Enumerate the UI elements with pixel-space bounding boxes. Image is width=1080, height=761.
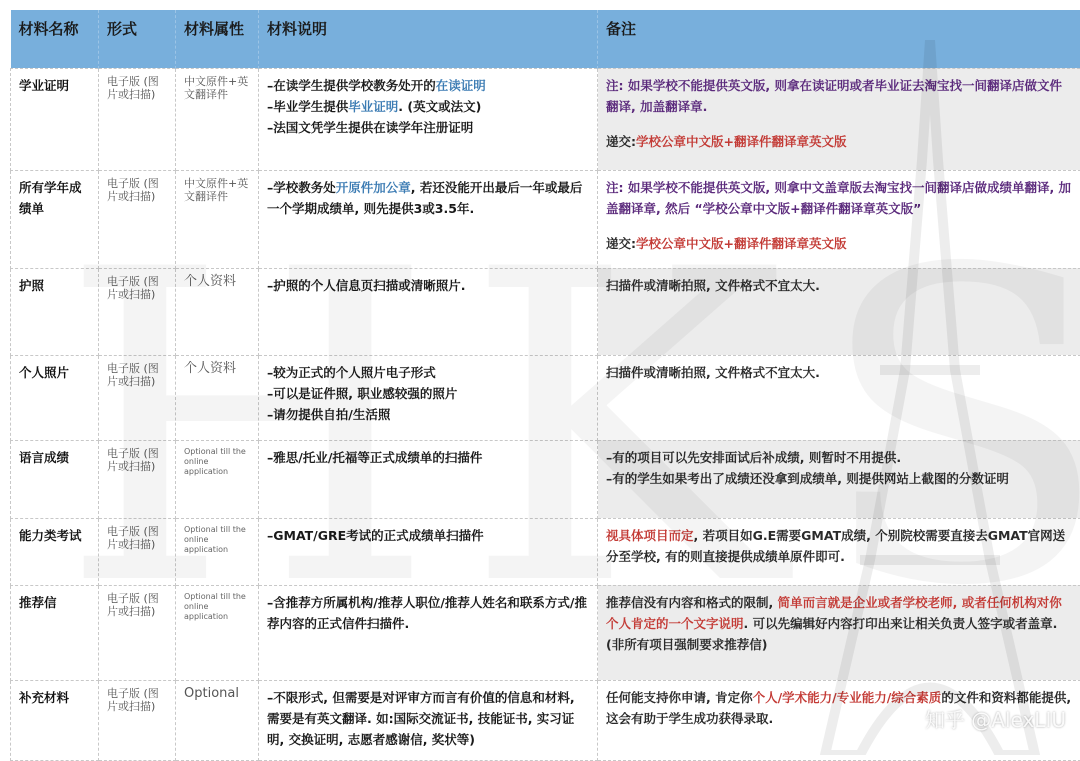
material-note — [598, 440, 1080, 518]
material-name: 个人照片 — [11, 355, 99, 440]
material-attr: Optional — [176, 680, 259, 760]
material-attr: 中文原件+英文翻译件 — [176, 170, 259, 268]
desc-text: –在读学生提供学校教务处开的 — [267, 78, 436, 93]
material-desc — [259, 68, 598, 170]
material-name: 补充材料 — [11, 680, 99, 760]
material-desc: –雅思/托业/托福等正式成绩单的扫描件 — [259, 440, 598, 518]
desc-text: –较为正式的个人照片电子形式 — [267, 362, 589, 383]
material-form: 电子版 (图片或扫描) — [99, 680, 176, 760]
header-name: 材料名称 — [11, 10, 99, 68]
desc-text: . (英文或法文) — [398, 99, 481, 114]
note-text: 注: 如果学校不能提供英文版, 则拿中文盖章版去淘宝找一间翻译店做成绩单翻译, 加盖翻译章, 然后 “学校公章中文版+翻译件翻译章英文版” — [606, 177, 1072, 219]
table-row — [11, 355, 1080, 440]
material-desc: –护照的个人信息页扫描或清晰照片. — [259, 268, 598, 355]
material-form: 电子版 (图片或扫描) — [99, 585, 176, 680]
note-text: 注: 如果学校不能提供英文版, 则拿在读证明或者毕业证去淘宝找一间翻译店做文件翻译, 加盖翻译章. — [606, 75, 1072, 117]
material-attr: Optional till the online application — [176, 585, 259, 680]
material-attr: 个人资料 — [176, 355, 259, 440]
material-name: 推荐信 — [11, 585, 99, 680]
material-attr: Optional till the online application — [176, 440, 259, 518]
note-text: 的文件和资料都能提供, 这会有助于学生成功获得录取. — [606, 690, 1071, 726]
desc-text: –毕业学生提供 — [267, 99, 348, 114]
submit-value: 学校公章中文版+翻译件翻译章英文版 — [636, 236, 846, 251]
desc-text: –请勿提供自拍/生活照 — [267, 404, 589, 425]
header-desc: 材料说明 — [259, 10, 598, 68]
header-attr: 材料属性 — [176, 10, 259, 68]
desc-text: –可以是证件照, 职业感较强的照片 — [267, 383, 589, 404]
material-note: 扫描件或清晰拍照, 文件格式不宜太大. — [598, 355, 1080, 440]
material-note — [598, 68, 1080, 170]
material-note: 扫描件或清晰拍照, 文件格式不宜太大. — [598, 268, 1080, 355]
material-desc: –不限形式, 但需要是对评审方而言有价值的信息和材料, 需要是有英文翻译. 如:国际交流证书, 技能证书, 实习证明, 交换证明, 志愿者感谢信, 奖状等) — [259, 680, 598, 760]
material-desc: –含推荐方所属机构/推荐人职位/推荐人姓名和联系方式/推荐内容的正式信件扫描件. — [259, 585, 598, 680]
desc-text: , 若还没能开出最后一年或最后一个学期成绩单, 则先提供3或3.5年. — [267, 180, 582, 216]
zhihu-watermark: 知乎 @AlexLIU — [925, 704, 1066, 733]
material-name: 护照 — [11, 268, 99, 355]
desc-text: –学校教务处 — [267, 180, 336, 195]
table-row — [11, 680, 1080, 760]
header-row — [11, 10, 1080, 68]
material-attr: 个人资料 — [176, 268, 259, 355]
note-highlight: 视具体项目而定 — [606, 528, 694, 543]
material-desc — [259, 355, 598, 440]
material-note — [598, 585, 1080, 680]
material-form: 电子版 (图片或扫描) — [99, 355, 176, 440]
material-note — [598, 170, 1080, 268]
material-attr: 中文原件+英文翻译件 — [176, 68, 259, 170]
material-form: 电子版 (图片或扫描) — [99, 268, 176, 355]
note-highlight: 个人/学术能力/专业能力/综合素质 — [753, 690, 942, 705]
material-attr: Optional till the online application — [176, 518, 259, 585]
table-row — [11, 585, 1080, 680]
header-form: 形式 — [99, 10, 176, 68]
material-name: 所有学年成绩单 — [11, 170, 99, 268]
table-row — [11, 268, 1080, 355]
material-name: 能力类考试 — [11, 518, 99, 585]
note-text: . 可以先编辑好内容打印出来让相关负责人签字或者盖章. (非所有项目强制要求推荐信) — [606, 616, 1057, 652]
material-form: 电子版 (图片或扫描) — [99, 170, 176, 268]
table-row — [11, 518, 1080, 585]
material-name: 学业证明 — [11, 68, 99, 170]
note-highlight: 简单而言就是企业或者学校老师, 或者任何机构对你个人肯定的一个文字说明 — [606, 595, 1062, 631]
note-text: 推荐信没有内容和格式的限制, — [606, 595, 778, 610]
desc-highlight: 在读证明 — [436, 78, 486, 93]
table-row — [11, 170, 1080, 268]
note-text: , 若项目如G.E需要GMAT成绩, 个别院校需要直接去GMAT官网送分至学校, 有的则直接提供成绩单原件即可. — [606, 528, 1065, 564]
submit-value: 学校公章中文版+翻译件翻译章英文版 — [636, 134, 846, 149]
header-note: 备注 — [598, 10, 1080, 68]
table-row — [11, 440, 1080, 518]
material-name: 语言成绩 — [11, 440, 99, 518]
materials-table — [10, 10, 1080, 761]
desc-text: –法国文凭学生提供在读学年注册证明 — [267, 117, 589, 138]
note-text: 任何能支持你申请, 肯定你 — [606, 690, 753, 705]
material-note — [598, 518, 1080, 585]
note-text: –有的项目可以先安排面试后补成绩, 则暂时不用提供. — [606, 447, 1072, 468]
submit-label: 递交: — [606, 236, 636, 251]
table-row — [11, 68, 1080, 170]
material-form: 电子版 (图片或扫描) — [99, 68, 176, 170]
material-desc: –GMAT/GRE考试的正式成绩单扫描件 — [259, 518, 598, 585]
desc-highlight: 开原件加公章 — [336, 180, 411, 195]
material-form: 电子版 (图片或扫描) — [99, 518, 176, 585]
material-form: 电子版 (图片或扫描) — [99, 440, 176, 518]
note-text: –有的学生如果考出了成绩还没拿到成绩单, 则提供网站上截图的分数证明 — [606, 468, 1072, 489]
desc-highlight: 毕业证明 — [348, 99, 398, 114]
submit-label: 递交: — [606, 134, 636, 149]
material-desc — [259, 170, 598, 268]
